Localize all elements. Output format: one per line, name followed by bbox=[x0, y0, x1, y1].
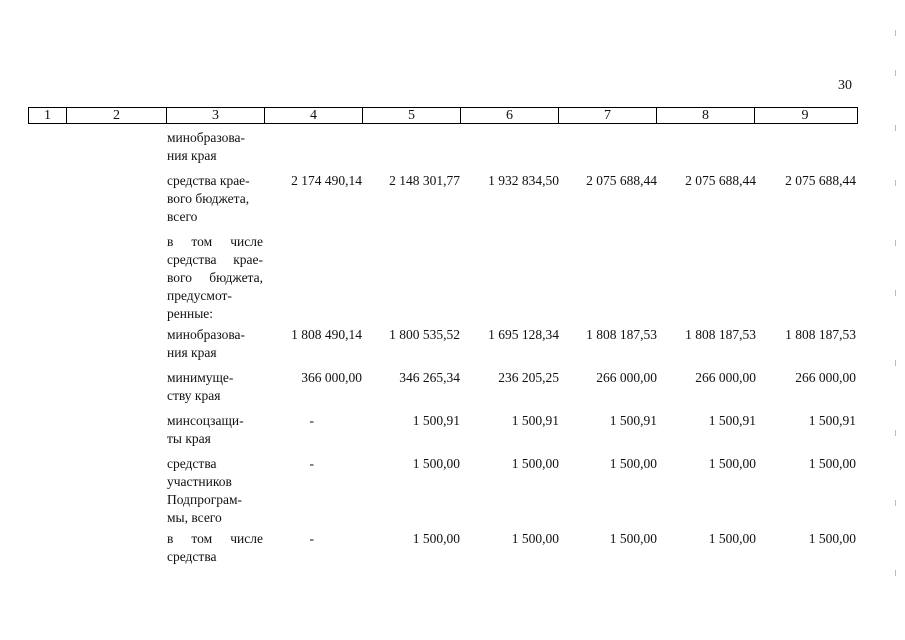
header-column-5: 5 bbox=[363, 108, 461, 123]
scan-artifact-marks bbox=[895, 30, 897, 590]
page-number: 30 bbox=[838, 78, 852, 93]
cell-value-col-8: 1 500,91 bbox=[708, 413, 756, 428]
scan-mark bbox=[895, 30, 896, 36]
cell-value-col-7: 1 808 187,53 bbox=[586, 327, 657, 342]
cell-value-col-6: 1 695 128,34 bbox=[488, 327, 559, 342]
header-column-7: 7 bbox=[559, 108, 657, 123]
scan-mark bbox=[895, 290, 896, 296]
cell-value-col-9: 266 000,00 bbox=[795, 370, 856, 385]
cell-value-col-4: - bbox=[309, 531, 314, 546]
row-description: минобразова- ния края bbox=[167, 130, 246, 163]
scan-mark bbox=[895, 360, 896, 366]
header-column-4: 4 bbox=[265, 108, 363, 123]
cell-value-col-8: 1 808 187,53 bbox=[685, 327, 756, 342]
cell-value-col-4: - bbox=[309, 413, 314, 428]
header-column-3: 3 bbox=[167, 108, 265, 123]
cell-value-col-4: - bbox=[309, 456, 314, 471]
scan-mark bbox=[895, 70, 896, 76]
header-column-2: 2 bbox=[67, 108, 167, 123]
cell-value-col-6: 236 205,25 bbox=[498, 370, 559, 385]
cell-value-col-4: 1 808 490,14 bbox=[291, 327, 362, 342]
cell-value-col-9: 1 500,00 bbox=[808, 456, 856, 471]
row-description: минсоцзащи- ты края bbox=[167, 413, 244, 446]
cell-value-col-6: 1 500,00 bbox=[511, 531, 559, 546]
cell-value-col-7: 1 500,91 bbox=[609, 413, 657, 428]
cell-value-col-5: 1 800 535,52 bbox=[389, 327, 460, 342]
cell-value-col-5: 2 148 301,77 bbox=[389, 173, 460, 188]
scan-mark bbox=[895, 570, 896, 576]
cell-value-col-7: 1 500,00 bbox=[609, 531, 657, 546]
cell-value-col-6: 1 932 834,50 bbox=[488, 173, 559, 188]
scan-mark bbox=[895, 500, 896, 506]
row-description: минобразова- ния края bbox=[167, 327, 246, 360]
header-column-9: 9 bbox=[801, 108, 809, 123]
table-column-numbers-header bbox=[28, 107, 858, 124]
scan-mark bbox=[895, 240, 896, 246]
row-description: минимуще- ству края bbox=[167, 370, 234, 403]
cell-value-col-4: 366 000,00 bbox=[301, 370, 362, 385]
cell-value-col-8: 2 075 688,44 bbox=[685, 173, 756, 188]
cell-value-col-7: 2 075 688,44 bbox=[586, 173, 657, 188]
row-description: в том числе средства bbox=[167, 531, 263, 564]
cell-value-col-9: 1 808 187,53 bbox=[785, 327, 856, 342]
cell-value-col-8: 1 500,00 bbox=[708, 456, 756, 471]
scan-mark bbox=[895, 125, 896, 131]
cell-value-col-9: 1 500,00 bbox=[808, 531, 856, 546]
row-description: средства крае- вого бюджета, всего bbox=[167, 173, 250, 224]
row-description: в том числе средства крае- вого бюджета, предусмот- ренные: bbox=[167, 234, 263, 321]
header-column-6: 6 bbox=[461, 108, 559, 123]
cell-value-col-5: 1 500,91 bbox=[412, 413, 460, 428]
cell-value-col-5: 1 500,00 bbox=[412, 531, 460, 546]
cell-value-col-5: 1 500,00 bbox=[412, 456, 460, 471]
cell-value-col-4: 2 174 490,14 bbox=[291, 173, 362, 188]
cell-value-col-7: 266 000,00 bbox=[596, 370, 657, 385]
header-column-1: 1 bbox=[29, 108, 67, 123]
cell-value-col-8: 1 500,00 bbox=[708, 531, 756, 546]
row-description: средства участников Подпрограм- мы, всего bbox=[167, 456, 243, 525]
cell-value-col-7: 1 500,00 bbox=[609, 456, 657, 471]
cell-value-col-5: 346 265,34 bbox=[399, 370, 460, 385]
cell-value-col-6: 1 500,00 bbox=[511, 456, 559, 471]
scan-mark bbox=[895, 430, 896, 436]
cell-value-col-8: 266 000,00 bbox=[695, 370, 756, 385]
cell-value-col-9: 2 075 688,44 bbox=[785, 173, 856, 188]
header-column-8: 8 bbox=[657, 108, 755, 123]
cell-value-col-9: 1 500,91 bbox=[808, 413, 856, 428]
scan-mark bbox=[895, 180, 896, 186]
cell-value-col-6: 1 500,91 bbox=[511, 413, 559, 428]
